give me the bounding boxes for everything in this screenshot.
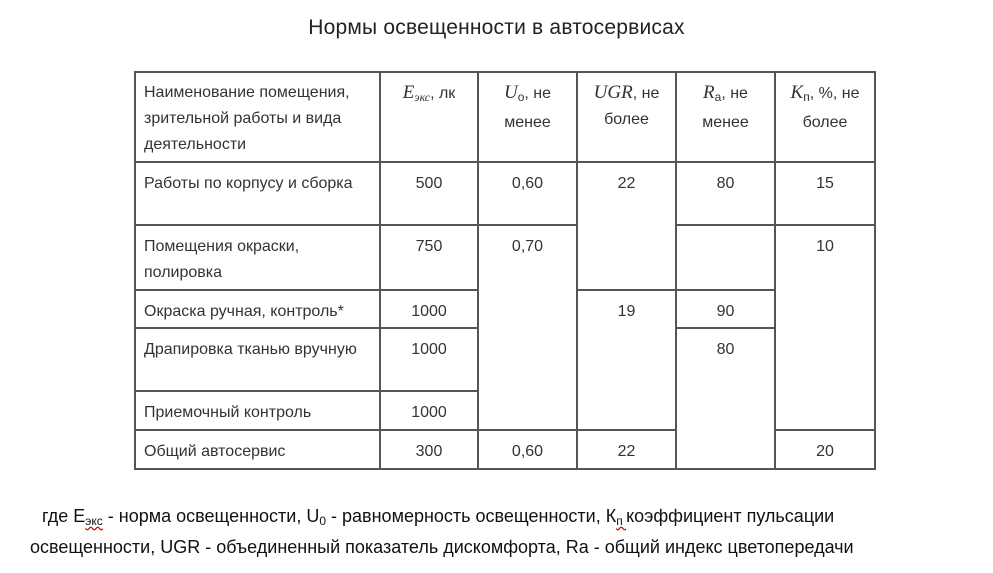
- lighting-norms-table: [134, 71, 876, 470]
- header-illuminance: $E_{экс}$, лк: [380, 72, 478, 162]
- header-ra: $R_a$, не менее: [676, 72, 775, 162]
- table-row: [135, 225, 875, 290]
- row-name: Работы по корпусу и сборка: [135, 162, 380, 225]
- cell-illuminance: 300: [380, 430, 478, 469]
- footnote-line-2: освещенности, UGR - объединенный показатель дискомфорта, Ra - общий индекс цветопередачи: [30, 537, 854, 557]
- cell-ra: 80: [676, 162, 775, 225]
- cell-uniformity: 0,60: [478, 162, 577, 225]
- cell-illuminance: 1000: [380, 290, 478, 328]
- header-pulsation: $K_п$, %, не более: [775, 72, 875, 162]
- cell-ugr: 19: [577, 290, 676, 430]
- cell-ra: [676, 225, 775, 290]
- table-header-row: [135, 72, 875, 162]
- cell-illuminance: 1000: [380, 328, 478, 391]
- cell-pulsation: 15: [775, 162, 875, 225]
- header-uniformity: $U_o$, не менее: [478, 72, 577, 162]
- cell-illuminance: 500: [380, 162, 478, 225]
- cell-uniformity: 0,70: [478, 225, 577, 430]
- row-name: Помещения окраски, полировка: [135, 225, 380, 290]
- table-row: [135, 162, 875, 225]
- cell-uniformity: 0,60: [478, 430, 577, 469]
- cell-illuminance: 750: [380, 225, 478, 290]
- footnote: [30, 503, 980, 560]
- header-name: Наименование помещения, зрительной работы и вида деятельности: [135, 72, 380, 162]
- row-name: Общий автосервис: [135, 430, 380, 469]
- page-title: Нормы освещенности в автосервисах: [308, 16, 685, 39]
- row-name: Окраска ручная, контроль*: [135, 290, 380, 328]
- cell-ugr: 22: [577, 430, 676, 469]
- cell-illuminance: 1000: [380, 391, 478, 430]
- cell-ra: 80: [676, 328, 775, 469]
- cell-ugr: 22: [577, 162, 676, 290]
- row-name: Приемочный контроль: [135, 391, 380, 430]
- cell-pulsation: 10: [775, 225, 875, 430]
- header-ugr: UGR, не более: [577, 72, 676, 162]
- footnote-line-1: где Еэкс - норма освещенности, $U_0$ - равномерность освещенности, Кп коэффициент пульсации: [42, 506, 835, 528]
- cell-pulsation: 20: [775, 430, 875, 469]
- row-name: Драпировка тканью вручную: [135, 328, 380, 391]
- cell-ra: 90: [676, 290, 775, 328]
